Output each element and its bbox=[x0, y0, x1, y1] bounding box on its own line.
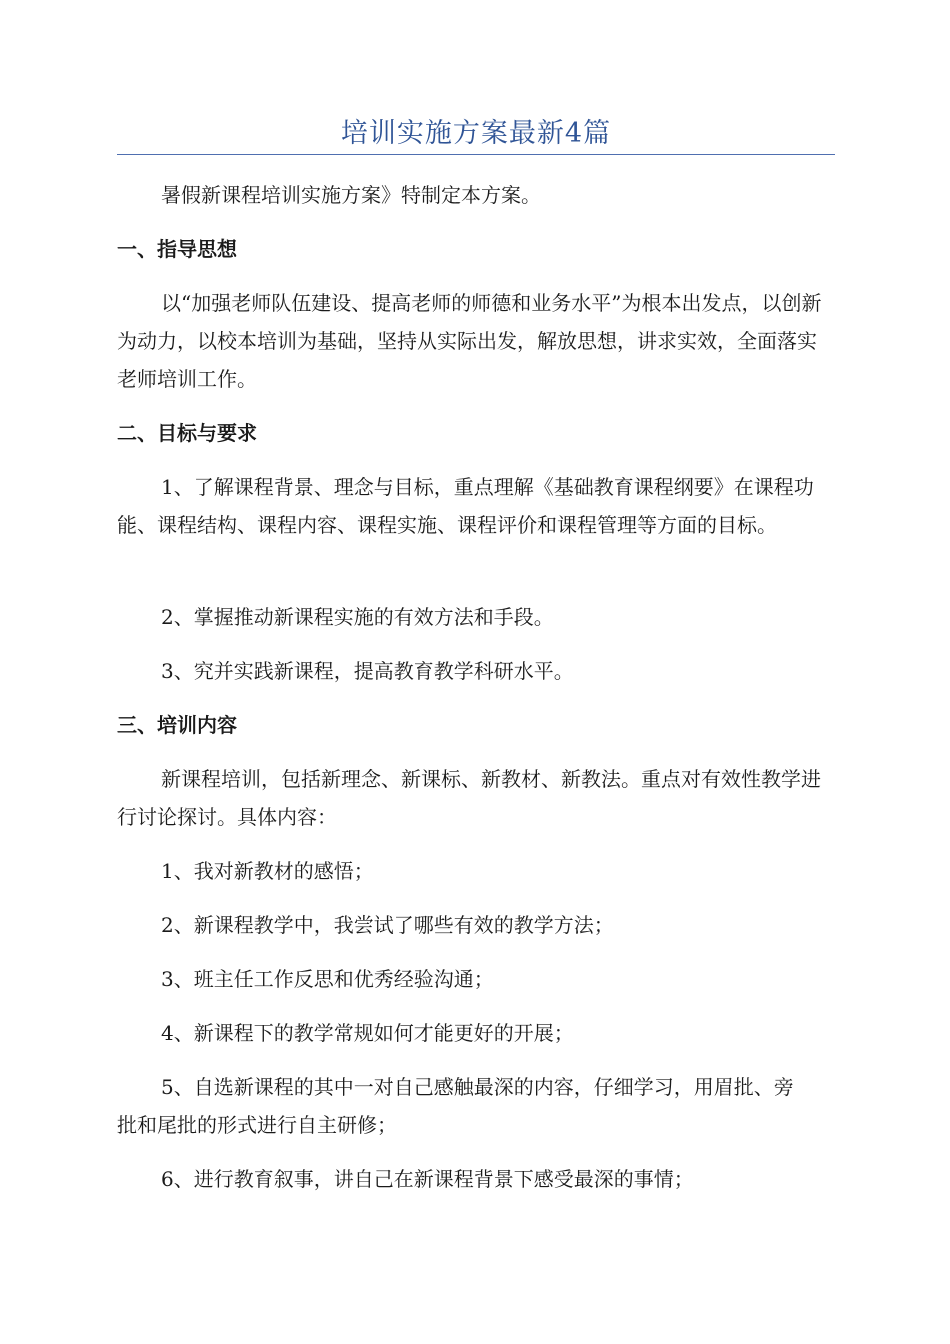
list-item: 3、班主任工作反思和优秀经验沟通； bbox=[161, 967, 494, 991]
section-paragraph: 1、了解课程背景、理念与目标，重点理解《基础教育课程纲要》在课程功能、课程结构、课程内容、课程实施、课程评价和课程管理等方面的目标。 bbox=[117, 475, 814, 537]
list-item: 4、新课程下的教学常规如何才能更好的开展； bbox=[161, 1021, 574, 1045]
title-underline bbox=[117, 154, 835, 155]
intro-paragraph: 暑假新课程培训实施方案》特制定本方案。 bbox=[161, 183, 541, 207]
list-item: 2、新课程教学中，我尝试了哪些有效的教学方法； bbox=[161, 913, 614, 937]
section-heading-guiding-thought: 一、指导思想 bbox=[117, 237, 237, 261]
list-item: 5、自选新课程的其中一对自己感触最深的内容，仔细学习，用眉批、旁批和尾批的形式进行自主研修； bbox=[117, 1075, 794, 1137]
list-item: 6、进行教育叙事，讲自己在新课程背景下感受最深的事情； bbox=[161, 1167, 694, 1191]
document-title: 培训实施方案最新4篇 bbox=[340, 118, 612, 149]
section-heading-goals: 二、目标与要求 bbox=[117, 421, 257, 445]
list-item: 1、我对新教材的感悟； bbox=[161, 859, 374, 883]
section-paragraph: 以“加强老师队伍建设、提高老师的师德和业务水平”为根本出发点，以创新为动力，以校本培训为基础，坚持从实际出发，解放思想，讲求实效，全面落实老师培训工作。 bbox=[117, 291, 822, 391]
section-paragraph: 新课程培训，包括新理念、新课标、新教材、新教法。重点对有效性教学进行讨论探讨。具体内容： bbox=[117, 767, 821, 829]
section-heading-training-content: 三、培训内容 bbox=[117, 713, 237, 737]
section-paragraph: 2、掌握推动新课程实施的有效方法和手段。 bbox=[161, 605, 554, 629]
section-paragraph: 3、究并实践新课程，提高教育教学科研水平。 bbox=[161, 659, 574, 683]
